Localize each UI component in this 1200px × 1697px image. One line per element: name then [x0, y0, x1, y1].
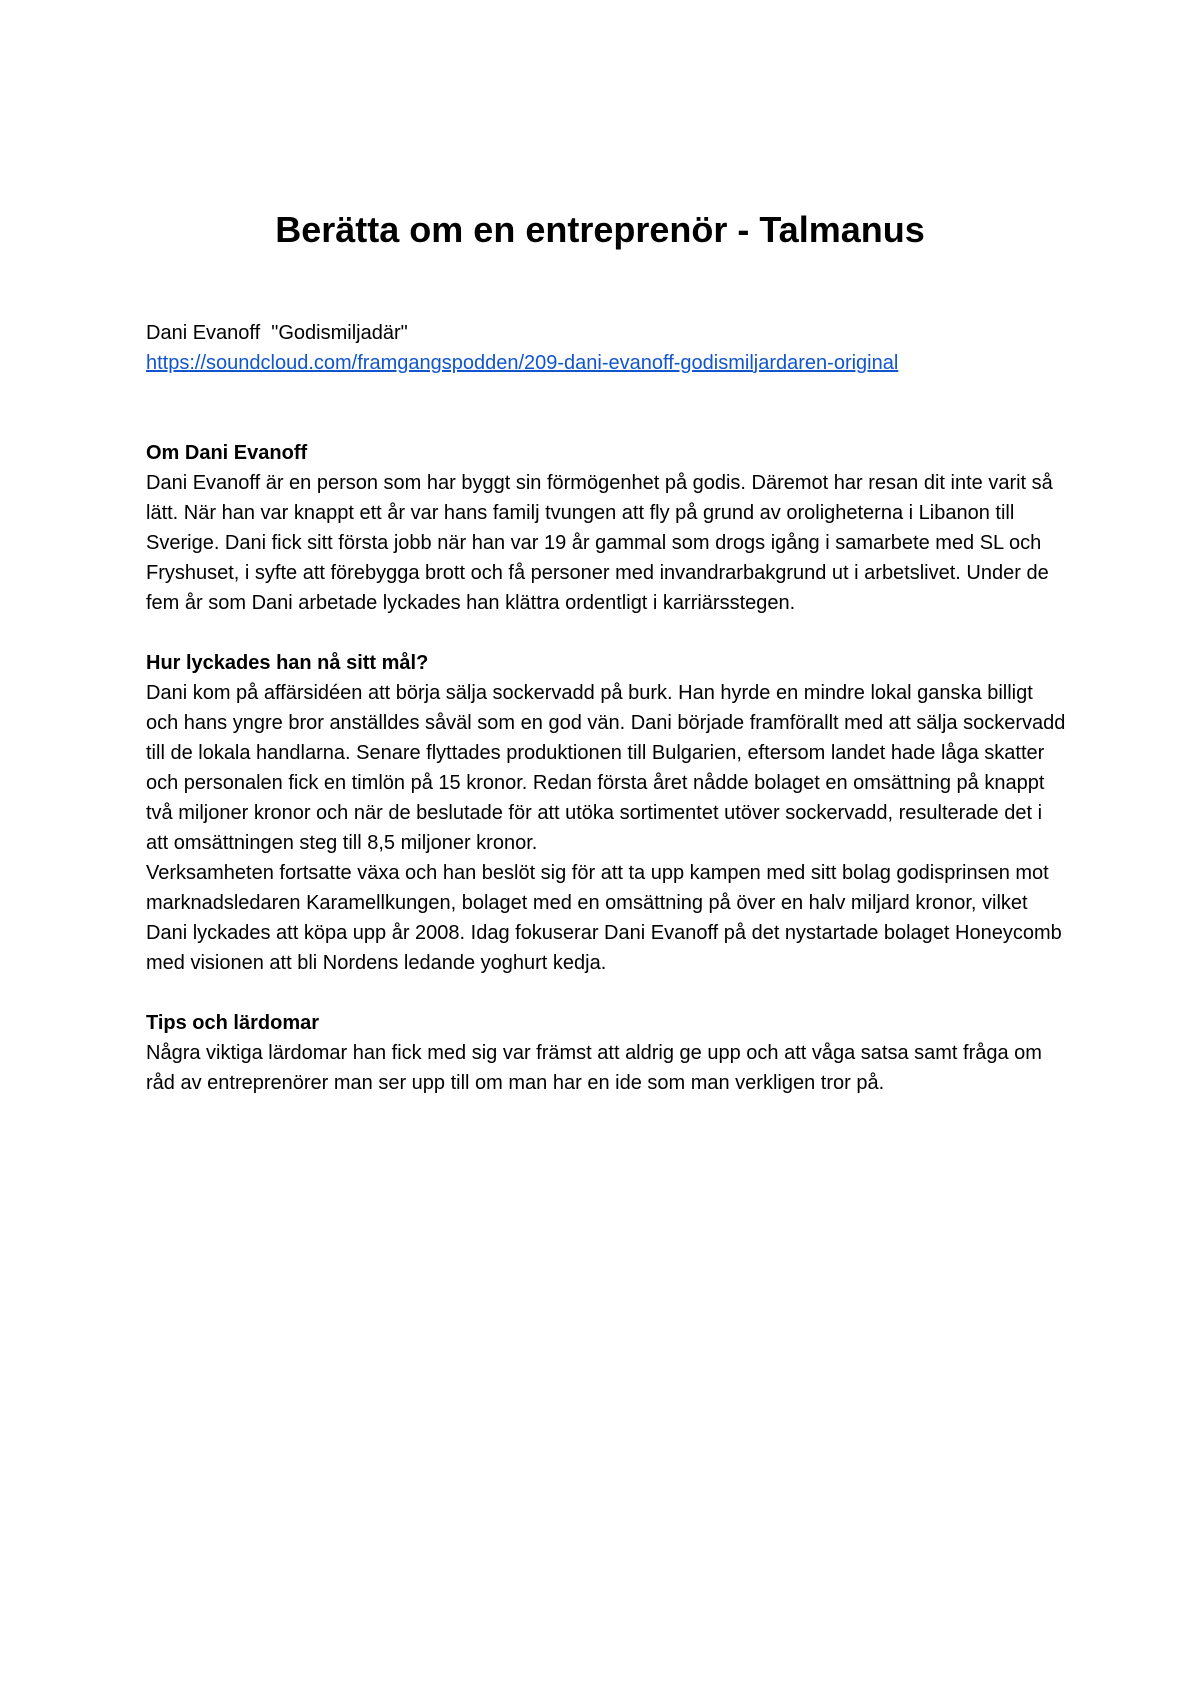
section-paragraph: Några viktiga lärdomar han fick med sig var främst att aldrig ge upp och att våga satsa samt fråga om råd av entreprenörer man ser upp till om man har en ide som man verkligen tror på. — [146, 1042, 1042, 1094]
section-paragraph: Dani Evanoff är en person som har byggt sin förmögenhet på godis. Däremot har resan dit inte varit så lätt. När han var knappt ett år var hans familj tvungen att fly på grund av oroligheterna i Libanon till Sverige. Dani fick sitt första jobb när han var 19 år gammal som drogs igång i samarbete med SL och Fryshuset, i syfte att förebygga brott och få personer med invandrarbakgrund ut i arbetslivet. Under de fem år som Dani arbetade lyckades han klättra ordentligt i karriärsstegen. — [146, 472, 1053, 614]
section-heading: Hur lyckades han nå sitt mål? — [146, 652, 429, 674]
subject-line: Dani Evanoff "Godismiljadär" — [146, 322, 408, 344]
document-body — [146, 318, 1066, 1098]
section-heading: Tips och lärdomar — [146, 1012, 320, 1034]
document-title: Berätta om en entreprenör - Talmanus — [275, 209, 925, 250]
soundcloud-link[interactable]: https://soundcloud.com/framgangspodden/209-dani-evanoff-godismiljardaren-original — [146, 352, 899, 374]
spacer — [146, 618, 1066, 648]
section-tips — [146, 1008, 1066, 1098]
section-heading: Om Dani Evanoff — [146, 442, 308, 464]
section-om-dani — [146, 438, 1066, 618]
section-paragraph: Verksamheten fortsatte växa och han beslöt sig för att ta upp kampen med sitt bolag godisprinsen mot marknadsledaren Karamellkungen, bolaget med en omsättning på över en halv miljard kronor, vilket Dani lyckades att köpa upp år 2008. Idag fokuserar Dani Evanoff på det nystartade bolaget Honeycomb med visionen att bli Nordens ledande yoghurt kedja. — [146, 862, 1062, 974]
spacer — [146, 378, 1066, 438]
section-hur-lyckades — [146, 648, 1066, 978]
section-paragraph: Dani kom på affärsidéen att börja sälja sockervadd på burk. Han hyrde en mindre lokal ganska billigt och hans yngre bror anställdes såväl som en god vän. Dani började framförallt med att sälja sockervadd till de lokala handlarna. Senare flyttades produktionen till Bulgarien, eftersom landet hade låga skatter och personalen fick en timlön på 15 kronor. Redan första året nådde bolaget en omsättning på knappt två miljoner kronor och när de beslutade för att utöka sortimentet utöver sockervadd, resulterade det i att omsättningen steg till 8,5 miljoner kronor. — [146, 682, 1066, 854]
spacer — [146, 978, 1066, 1008]
